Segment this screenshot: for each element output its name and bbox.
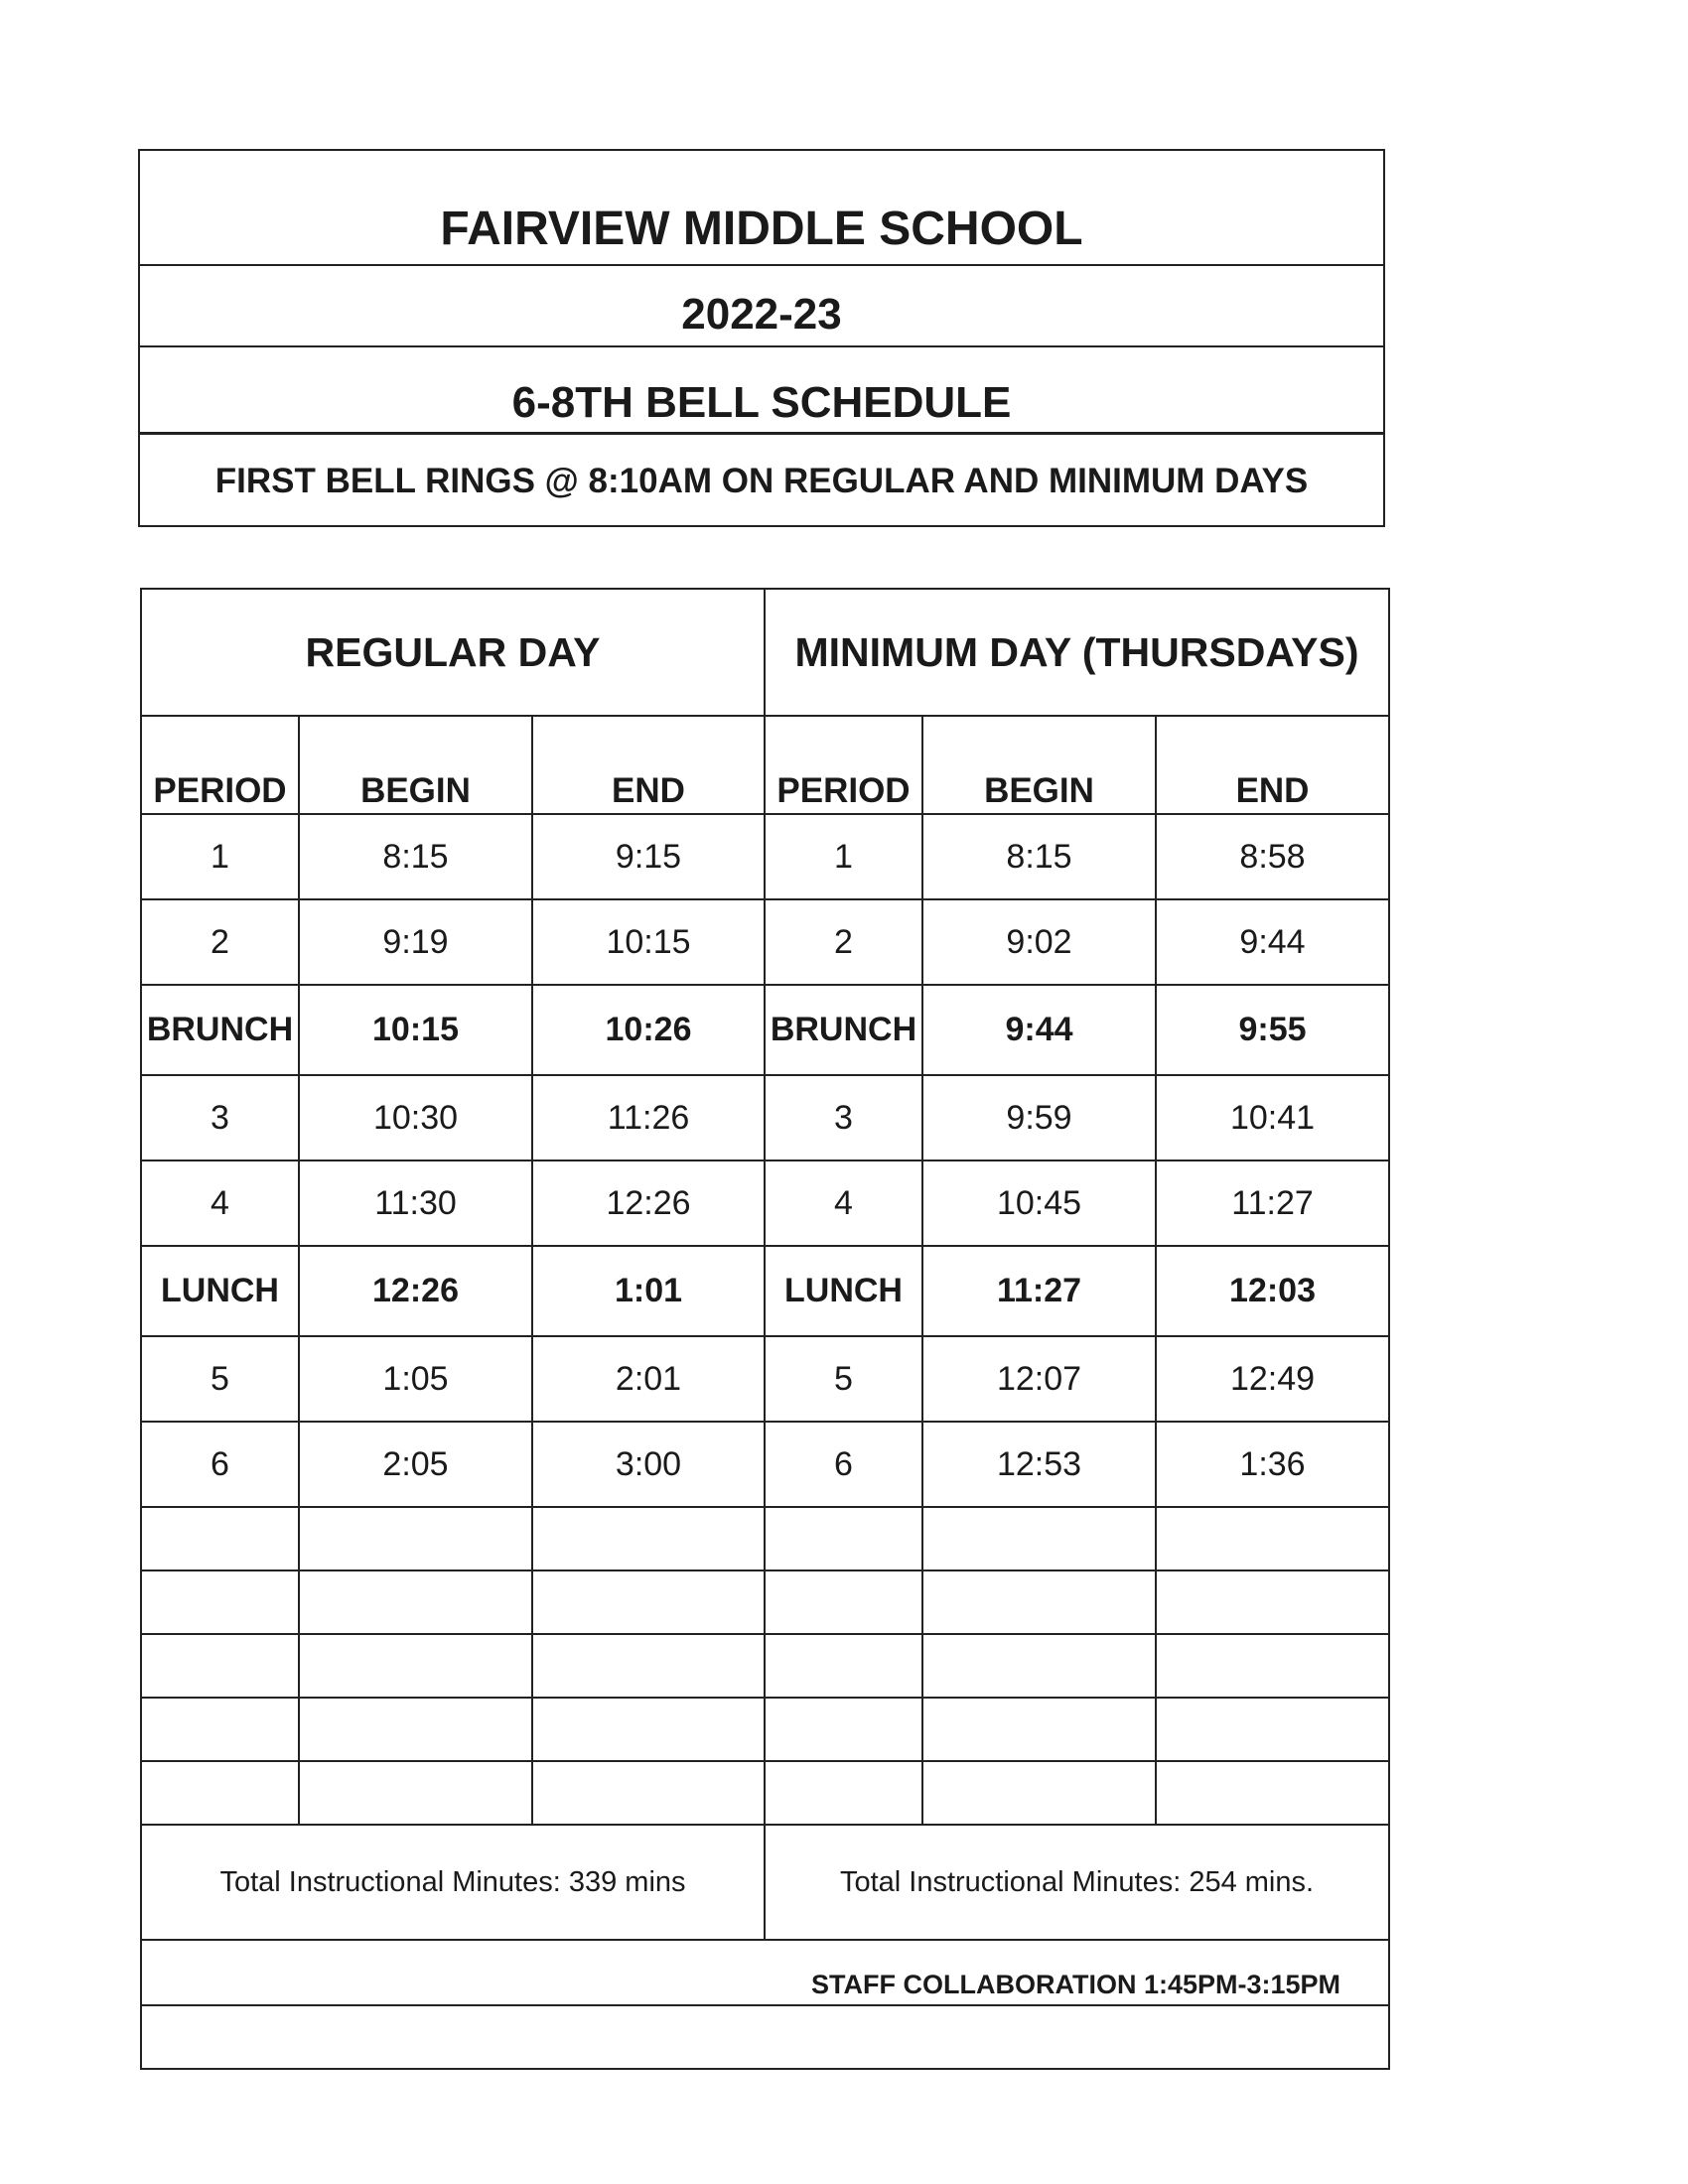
regular-day-heading: REGULAR DAY: [141, 589, 765, 716]
cell-minimum-period: 3: [765, 1075, 922, 1160]
bell-schedule-table: [140, 588, 1390, 2070]
empty-cell: [299, 1698, 532, 1761]
column-header-regular-end: END: [532, 716, 765, 814]
empty-cell: [922, 1698, 1156, 1761]
empty-cell: [1156, 1634, 1389, 1698]
empty-cell: [299, 1761, 532, 1825]
cell-regular-end: 3:00: [532, 1422, 765, 1507]
cell-minimum-period: 5: [765, 1336, 922, 1422]
totals-row: [141, 1825, 1389, 1940]
empty-cell: [765, 1761, 922, 1825]
cell-regular-begin: 8:15: [299, 814, 532, 899]
empty-cell: [141, 1698, 299, 1761]
cell-regular-period: BRUNCH: [141, 985, 299, 1075]
empty-cell: [1156, 1507, 1389, 1570]
schedule-row: [141, 1422, 1389, 1507]
schedule-row: [141, 814, 1389, 899]
empty-cell: [299, 1634, 532, 1698]
column-header-minimum-end: END: [1156, 716, 1389, 814]
cell-regular-end: 12:26: [532, 1160, 765, 1246]
staff-collaboration-row: [141, 1940, 1389, 2005]
schedule-title: 6-8TH BELL SCHEDULE: [140, 347, 1383, 435]
empty-cell: [299, 1507, 532, 1570]
cell-regular-begin: 1:05: [299, 1336, 532, 1422]
cell-minimum-begin: 10:45: [922, 1160, 1156, 1246]
column-header-regular-begin: BEGIN: [299, 716, 532, 814]
schedule-row: [141, 1336, 1389, 1422]
empty-cell: [765, 1570, 922, 1634]
cell-regular-begin: 2:05: [299, 1422, 532, 1507]
cell-minimum-end: 9:55: [1156, 985, 1389, 1075]
regular-total-minutes: Total Instructional Minutes: 339 mins: [141, 1825, 765, 1940]
empty-cell: [1156, 1761, 1389, 1825]
empty-row: [141, 1507, 1389, 1570]
cell-regular-end: 10:26: [532, 985, 765, 1075]
cell-minimum-end: 11:27: [1156, 1160, 1389, 1246]
empty-cell: [532, 1507, 765, 1570]
cell-minimum-period: BRUNCH: [765, 985, 922, 1075]
empty-cell: [922, 1507, 1156, 1570]
cell-regular-period: 3: [141, 1075, 299, 1160]
cell-regular-begin: 10:30: [299, 1075, 532, 1160]
minimum-day-heading: MINIMUM DAY (THURSDAYS): [765, 589, 1389, 716]
empty-cell: [922, 1570, 1156, 1634]
school-name: FAIRVIEW MIDDLE SCHOOL: [140, 151, 1383, 266]
empty-cell: [1156, 1698, 1389, 1761]
empty-cell: [765, 1698, 922, 1761]
blank-footer-cell: [141, 2005, 1389, 2069]
column-header-minimum-begin: BEGIN: [922, 716, 1156, 814]
cell-regular-begin: 9:19: [299, 899, 532, 985]
cell-minimum-begin: 9:44: [922, 985, 1156, 1075]
cell-minimum-end: 10:41: [1156, 1075, 1389, 1160]
empty-cell: [299, 1570, 532, 1634]
cell-regular-period: 6: [141, 1422, 299, 1507]
cell-regular-end: 1:01: [532, 1246, 765, 1336]
cell-regular-period: 4: [141, 1160, 299, 1246]
empty-cell: [922, 1634, 1156, 1698]
empty-cell: [765, 1634, 922, 1698]
empty-cell: [765, 1507, 922, 1570]
cell-minimum-begin: 8:15: [922, 814, 1156, 899]
cell-regular-period: 2: [141, 899, 299, 985]
blank-footer-row: [141, 2005, 1389, 2069]
cell-regular-end: 10:15: [532, 899, 765, 985]
empty-cell: [141, 1634, 299, 1698]
cell-regular-end: 2:01: [532, 1336, 765, 1422]
cell-minimum-period: 6: [765, 1422, 922, 1507]
empty-row: [141, 1634, 1389, 1698]
column-header-regular-period: PERIOD: [141, 716, 299, 814]
cell-regular-end: 11:26: [532, 1075, 765, 1160]
empty-cell: [922, 1761, 1156, 1825]
cell-minimum-period: LUNCH: [765, 1246, 922, 1336]
cell-minimum-begin: 9:02: [922, 899, 1156, 985]
empty-cell: [532, 1570, 765, 1634]
cell-minimum-end: 9:44: [1156, 899, 1389, 985]
empty-row: [141, 1698, 1389, 1761]
cell-regular-period: LUNCH: [141, 1246, 299, 1336]
cell-minimum-end: 12:03: [1156, 1246, 1389, 1336]
empty-cell: [141, 1570, 299, 1634]
empty-cell: [141, 1507, 299, 1570]
cell-minimum-begin: 9:59: [922, 1075, 1156, 1160]
column-header-minimum-period: PERIOD: [765, 716, 922, 814]
cell-minimum-end: 12:49: [1156, 1336, 1389, 1422]
cell-minimum-period: 4: [765, 1160, 922, 1246]
cell-minimum-period: 2: [765, 899, 922, 985]
empty-cell: [141, 1761, 299, 1825]
minimum-total-minutes: Total Instructional Minutes: 254 mins.: [765, 1825, 1389, 1940]
staff-collaboration-note: STAFF COLLABORATION 1:45PM-3:15PM: [141, 1940, 1389, 2005]
cell-regular-period: 1: [141, 814, 299, 899]
cell-minimum-begin: 12:53: [922, 1422, 1156, 1507]
schedule-row: [141, 899, 1389, 985]
cell-regular-end: 9:15: [532, 814, 765, 899]
empty-cell: [532, 1761, 765, 1825]
empty-cell: [532, 1634, 765, 1698]
schedule-row: [141, 1160, 1389, 1246]
schedule-row: [141, 1246, 1389, 1336]
cell-regular-begin: 11:30: [299, 1160, 532, 1246]
cell-minimum-end: 1:36: [1156, 1422, 1389, 1507]
cell-minimum-begin: 11:27: [922, 1246, 1156, 1336]
cell-minimum-period: 1: [765, 814, 922, 899]
empty-cell: [1156, 1570, 1389, 1634]
cell-regular-period: 5: [141, 1336, 299, 1422]
schedule-row: [141, 1075, 1389, 1160]
first-bell-note: FIRST BELL RINGS @ 8:10AM ON REGULAR AND MINIMUM DAYS: [214, 461, 1309, 500]
cell-regular-begin: 10:15: [299, 985, 532, 1075]
empty-cell: [532, 1698, 765, 1761]
empty-row: [141, 1570, 1389, 1634]
schedule-header: [138, 149, 1385, 527]
cell-minimum-begin: 12:07: [922, 1336, 1156, 1422]
cell-regular-begin: 12:26: [299, 1246, 532, 1336]
schedule-row: [141, 985, 1389, 1075]
cell-minimum-end: 8:58: [1156, 814, 1389, 899]
empty-row: [141, 1761, 1389, 1825]
school-year: 2022-23: [140, 266, 1383, 347]
